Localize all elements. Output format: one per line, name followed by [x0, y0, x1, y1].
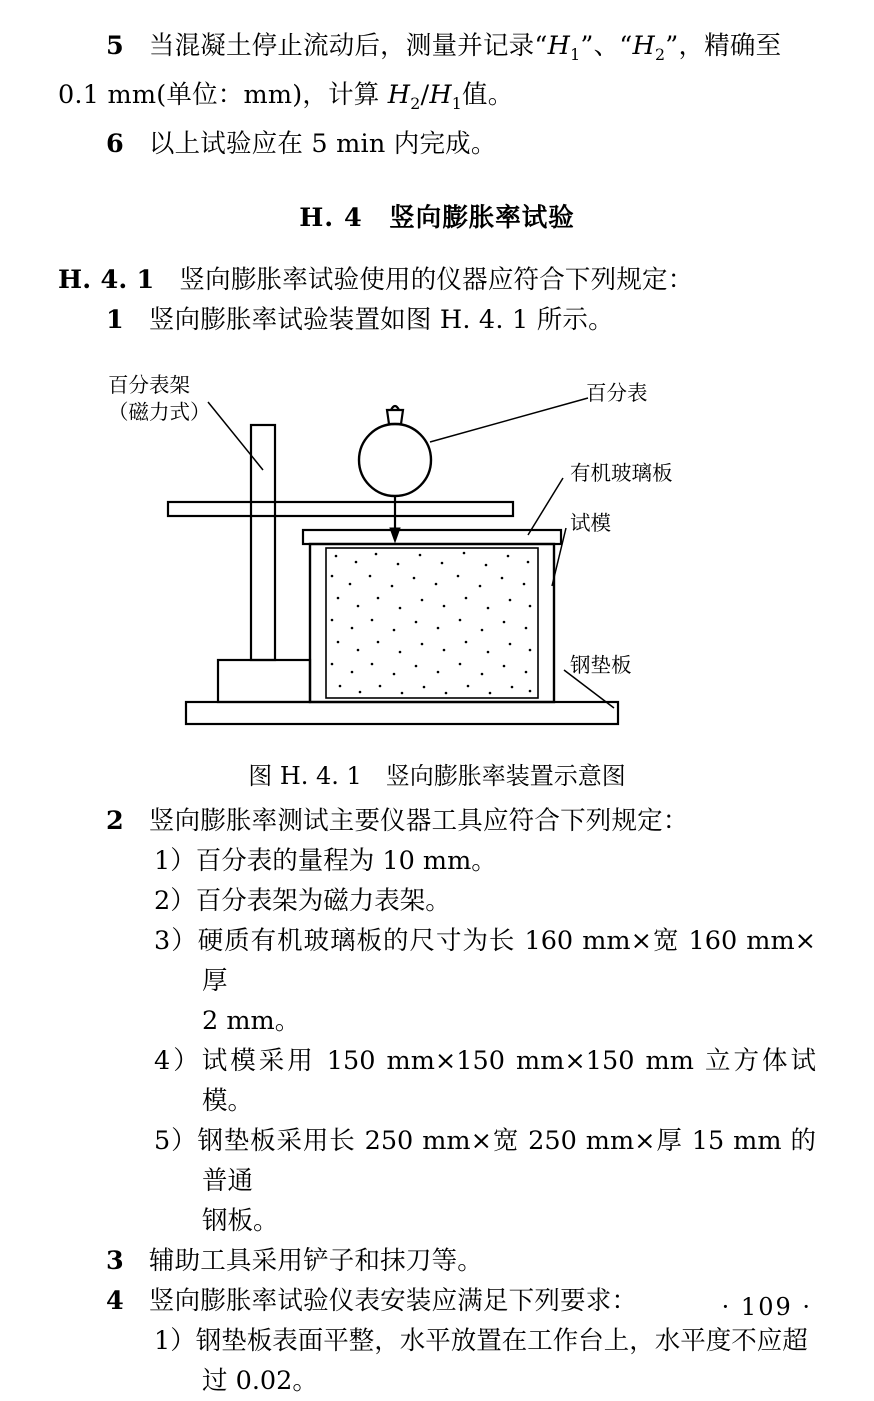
clause-item-4-text: 竖向膨胀率试验仪表安装应满足下列要求：: [148, 1286, 638, 1317]
label-steel-plate: 钢垫板: [570, 653, 632, 678]
clause-item-4: [58, 1281, 816, 1321]
clause-h411-text: 竖向膨胀率试验使用的仪器应符合下列规定：: [179, 265, 694, 296]
symbol-H: H: [547, 31, 571, 61]
subitem-text: 试模采用 150 mm×150 mm×150 mm 立方体试模。: [201, 1046, 816, 1117]
item-number: 4: [106, 1286, 124, 1317]
subitem-text: 百分表的量程为 10 mm。: [195, 846, 497, 877]
item-number: 3: [106, 1246, 124, 1277]
figure-caption: 图 H. 4. 1 竖向膨胀率装置示意图: [248, 762, 626, 791]
clause-item-3: [58, 1241, 816, 1281]
slash: /: [420, 80, 430, 111]
item-5-text-c: ”，精确至: [665, 31, 782, 61]
figure-h-4-1: [58, 350, 818, 750]
section-heading: H. 4 竖向膨胀率试验: [299, 203, 575, 234]
clause-item-2: [58, 801, 816, 841]
clause-h411: [58, 260, 816, 300]
subitem-label: 1）: [154, 1326, 196, 1357]
clause-h411-item-1: [58, 300, 816, 340]
subitem-text: 百分表架为磁力表架。: [195, 886, 451, 917]
symbol-H: H: [429, 80, 452, 111]
subitem-1: [58, 841, 816, 881]
item-number: 5: [106, 31, 124, 61]
subitem-text: 钢垫板表面平整，水平放置在工作台上，水平度不应超: [195, 1326, 808, 1357]
item-6-text: 以上试验应在 5 min 内完成。: [148, 129, 497, 160]
symbol-H: H: [387, 80, 411, 111]
item-number: 2: [106, 806, 124, 837]
subitem-label: 5）: [154, 1126, 198, 1157]
subitem-2: [58, 881, 816, 921]
symbol-H-sub: 1: [570, 45, 581, 65]
clause-item-3-text: 辅助工具采用铲子和抹刀等。: [148, 1246, 483, 1277]
paragraph-item-6: [58, 124, 816, 164]
subitem-3-cont: 2 mm。: [202, 1006, 301, 1037]
clause-item-2-text: 竖向膨胀率测试主要仪器工具应符合下列规定：: [148, 806, 689, 837]
subitem-5: [58, 1121, 816, 1201]
item4-subitem-1: [58, 1321, 816, 1361]
item4-subitem-1-cont: 过 0.02。: [202, 1366, 318, 1397]
item-5-text-b: ”、“: [580, 31, 633, 61]
symbol-H-sub: 2: [654, 45, 666, 65]
subitem-label: 2）: [154, 886, 196, 917]
item-number: 6: [106, 129, 124, 160]
subitem-label: 4）: [154, 1046, 202, 1077]
page-number: · 109 ·: [721, 1293, 812, 1321]
label-mold: 试模: [570, 511, 611, 536]
paragraph-item-5: [58, 26, 816, 75]
subitem-text: 硬质有机玻璃板的尺寸为长 160 mm×宽 160 mm×厚: [197, 926, 816, 997]
subitem-4: [58, 1041, 816, 1121]
label-dial-gauge: 百分表: [586, 381, 648, 406]
symbol-H-sub: 2: [410, 94, 421, 114]
clause-h411-item-1-text: 竖向膨胀率试验装置如图 H. 4. 1 所示。: [148, 305, 614, 336]
symbol-H: H: [632, 31, 655, 61]
item-5-text-a: 当混凝土停止流动后，测量并记录“: [148, 31, 548, 61]
label-acrylic-plate: 有机玻璃板: [570, 461, 673, 486]
item-5-line2-a: 0.1 mm(单位：mm)，计算: [58, 80, 388, 111]
label-gauge-stand: 百分表架 （磁力式）: [108, 373, 211, 425]
subitem-text: 钢垫板采用长 250 mm×宽 250 mm×厚 15 mm 的普通: [197, 1126, 816, 1197]
item-5-line2-b: 值。: [462, 80, 514, 111]
symbol-H-sub: 1: [451, 94, 463, 114]
clause-number: H. 4. 1: [58, 265, 155, 296]
subitem-label: 1）: [154, 846, 196, 877]
paragraph-item-5-line2: [58, 75, 816, 124]
item-number: 1: [106, 305, 124, 336]
subitem-5-cont: 钢板。: [202, 1206, 279, 1237]
subitem-label: 3）: [154, 926, 198, 957]
subitem-3: [58, 921, 816, 1001]
